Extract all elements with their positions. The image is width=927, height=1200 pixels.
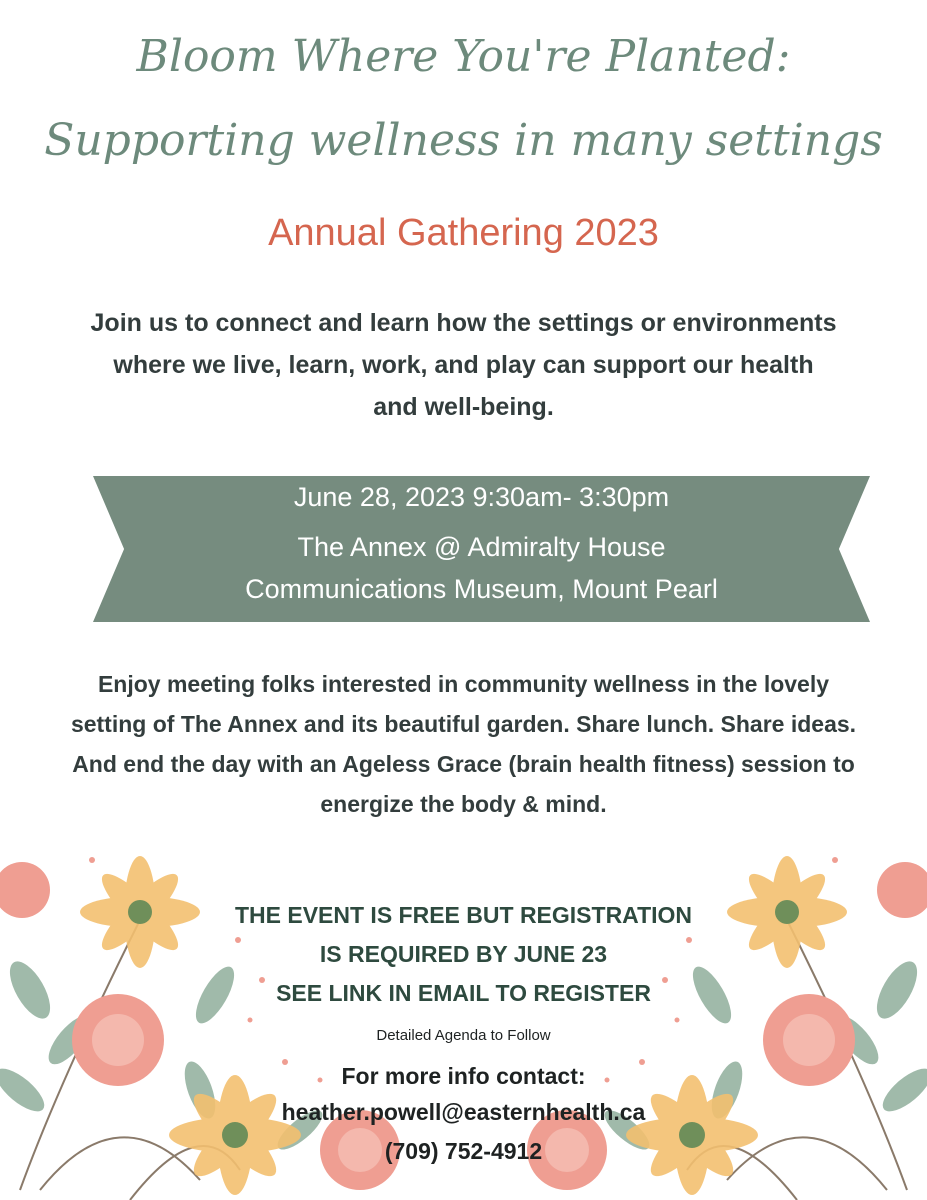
event-subtitle: Annual Gathering 2023 [268,212,659,254]
registration-line-3: SEE LINK IN EMAIL TO REGISTER [276,980,651,1006]
registration-line-2: IS REQUIRED BY JUNE 23 [319,941,608,967]
title-line-1: Bloom Where You're Planted: [136,31,791,82]
contact-phone: (709) 752-4912 [384,1138,543,1164]
title-line-2: Supporting wellness in many settings [44,115,883,166]
intro-paragraph: Join us to connect and learn how the settings or environments where we live, learn, work, and play can support our health and well-being. [90,309,837,421]
contact-email: heather.powell@easternhealth.ca [281,1099,646,1125]
event-datetime: June 28, 2023 9:30am- 3:30pm [293,482,670,512]
decorative-dots [89,857,838,1083]
venue-line-2: Communications Museum, Mount Pearl [245,574,718,604]
registration-line-1: THE EVENT IS FREE BUT REGISTRATION [234,902,693,928]
contact-heading: For more info contact: [341,1063,586,1089]
event-description: Enjoy meeting folks interested in community wellness in the lovely setting of The Annex and its beautiful garden. Share lunch. Share ideas. And end the day with an Ageless Grace (brain health fitness) session to energize the body & mind. [70,671,857,817]
venue-line-1: The Annex @ Admiralty House [297,532,666,562]
agenda-note: Detailed Agenda to Follow [376,1027,551,1044]
